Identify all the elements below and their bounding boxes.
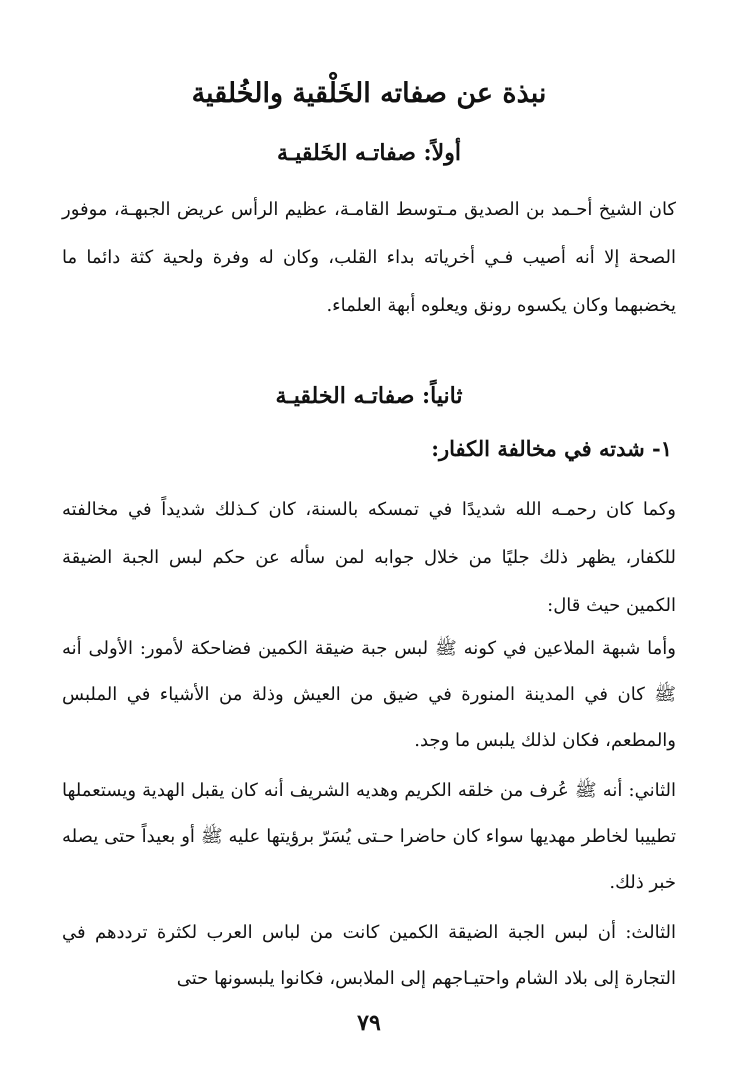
section-1-paragraph: كان الشيخ أحـمد بن الصديق مـتوسط القامـة، عظيم الرأس عريض الجبهـة، موفور الصحة إلا أنه أصيب فـي أخرياته بداء القلب، وكان له وفرة ولحية كثة دائما ما يخضبهما وكان يكسوه رونق ويعلوه أبهة العلماء. bbox=[62, 199, 676, 316]
page-number: ٧٩ bbox=[357, 1010, 381, 1036]
paragraph-3: الثاني: أنه ﷺ عُرف من خلقه الكريم وهديه الشريف أنه كان يقبل الهدية ويستعملها تطييبا لخاطر مهديها سواء كان حاضرا حـتى يُسَرّ برؤيتها عليه ﷺ أو بعيداً حتى يصله خبر ذلك. bbox=[62, 780, 676, 893]
paragraph-2: وأما شبهة الملاعين في كونه ﷺ لبس جبة ضيقة الكمين فضاحكة لأمور: الأولى أنه ﷺ كان في المدينة المنورة في ضيق من العيش وذلة من الأشياء في الملبس والمطعم، فكان لذلك يلبس ما وجد. bbox=[62, 638, 676, 751]
main-title: نبذة عن صفاته الخَلْقية والخُلقية bbox=[191, 78, 547, 109]
paragraph-1: وكما كان رحمـه الله شديدًا في تمسكه بالسنة، كان كـذلك شديداً في مخالفته للكفار، يظهر ذلك جليًا من خلال جوابه لمن سأله عن حكم لبس الجبة الضيقة الكمين حيث قال: bbox=[62, 499, 676, 616]
section-1-title: أولاً: صفاتـه الخَلقيـة bbox=[277, 140, 461, 166]
subsection-1-heading: ١- شدته في مخالفة الكفار: bbox=[431, 436, 672, 461]
paragraph-4: الثالث: أن لبس الجبة الضيقة الكمين كانت من لباس العرب لكثرة ترددهم في التجارة إلى بلاد الشام واحتيـاجهم إلى الملابس، فكانوا يلبسونها حتى bbox=[62, 922, 676, 989]
section-2-title: ثانياً: صفاتـه الخلقيـة bbox=[275, 383, 463, 409]
